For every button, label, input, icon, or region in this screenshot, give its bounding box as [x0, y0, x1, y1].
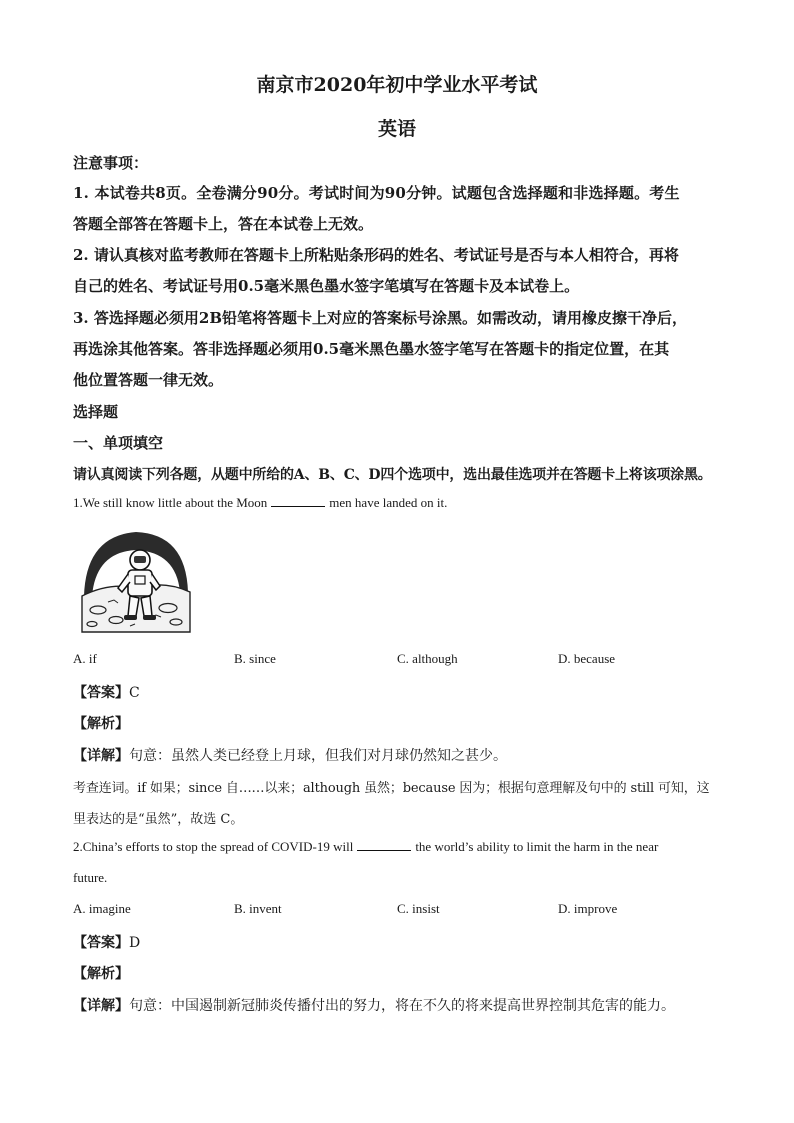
question-1-detail-label: 【详解】 — [73, 748, 129, 764]
notes-heading: 注意事项： — [73, 154, 149, 172]
notes-item-2-line-1: 2. 请认真核对监考教师在答题卡上所粘贴条形码的姓名、考试证号是否与本人相符合，再将 — [73, 246, 679, 264]
question-1-option-b: B. since — [234, 651, 276, 666]
notes-item-3-line-1: 3. 答选择题必须用2B铅笔将答题卡上对应的答案标号涂黑。如需改动，请用橡皮擦干净后， — [73, 309, 688, 327]
question-2-option-b: B. invent — [234, 901, 282, 916]
question-1-option-a: A. if — [73, 651, 97, 666]
question-2-answer-label: 【答案】 — [73, 935, 129, 951]
question-2-stem — [73, 839, 658, 855]
notes-item-3-line-2: 再选涂其他答案。答非选择题必须用0.5毫米黑色墨水签字笔写在答题卡的指定位置，在其 — [73, 340, 670, 358]
question-2-option-a: A. imagine — [73, 901, 131, 916]
question-2-option-d: D. improve — [558, 901, 618, 916]
question-2-answer — [73, 932, 140, 952]
notes-item-1-line-1: 1. 本试卷共8页。全卷满分90分。考试时间为90分钟。试题包含选择题和非选择题。考生 — [73, 184, 680, 202]
question-1-analysis-label: 【解析】 — [73, 716, 129, 732]
question-1-answer — [73, 682, 140, 702]
question-1-answer-value: C — [129, 685, 140, 701]
question-2-detail — [73, 995, 675, 1015]
question-1-stem — [73, 495, 447, 511]
notes-item-1-line-2: 答题全部答在答题卡上，答在本试卷上无效。 — [73, 215, 374, 233]
question-1-answer-label: 【答案】 — [73, 685, 129, 701]
subject-title: 英语 — [377, 118, 416, 140]
question-2-stem-end: the world’s ability to limit the harm in the near — [415, 839, 659, 854]
notes-item-3-line-3: 他位置答题一律无效。 — [73, 371, 224, 389]
page-title: 南京市2020年初中学业水平考试 — [256, 74, 538, 96]
part-heading: 一、单项填空 — [73, 434, 164, 452]
section-name: 选择题 — [73, 403, 119, 421]
question-1-detail — [73, 745, 507, 765]
question-2-option-c: C. insist — [397, 901, 440, 916]
question-1-option-d: D. because — [558, 651, 616, 666]
question-1-stem-end: men have landed on it. — [329, 495, 448, 510]
question-2-detail-text: 句意：中国遏制新冠肺炎传播付出的努力，将在不久的将来提高世界控制其危害的能力。 — [129, 998, 675, 1014]
question-2-analysis-label: 【解析】 — [73, 966, 129, 982]
question-1-option-c: C. although — [397, 651, 458, 666]
notes-item-2-line-2: 自己的姓名、考试证号用0.5毫米黑色墨水签字笔填写在答题卡及本试卷上。 — [73, 277, 580, 295]
instruction: 请认真阅读下列各题，从题中所给的A、B、C、D四个选项中，选出最佳选项并在答题卡上将该项涂黑。 — [73, 467, 712, 483]
question-1-stem-start: 1.We still know little about the Moon — [73, 495, 268, 510]
question-2-blank — [357, 849, 411, 851]
astronaut-moon-illustration — [80, 522, 192, 634]
question-1-blank — [271, 505, 325, 507]
question-1-detail-text: 句意：虽然人类已经登上月球，但我们对月球仍然知之甚少。 — [129, 748, 507, 764]
question-1-explanation-line-1: 考查连词。if 如果；since 自……以来；although 虽然；because 因为；根据句意理解及句中的 still 可知，这 — [73, 781, 710, 796]
question-2-stem-start: 2.China’s efforts to stop the spread of COVID-19 will — [73, 839, 354, 854]
question-1-explanation-line-2: 里表达的是“虽然”，故选 C。 — [73, 812, 244, 827]
question-2-stem-line-2: future. — [73, 870, 108, 885]
question-2-answer-value: D — [129, 935, 141, 951]
question-2-detail-label: 【详解】 — [73, 998, 129, 1014]
